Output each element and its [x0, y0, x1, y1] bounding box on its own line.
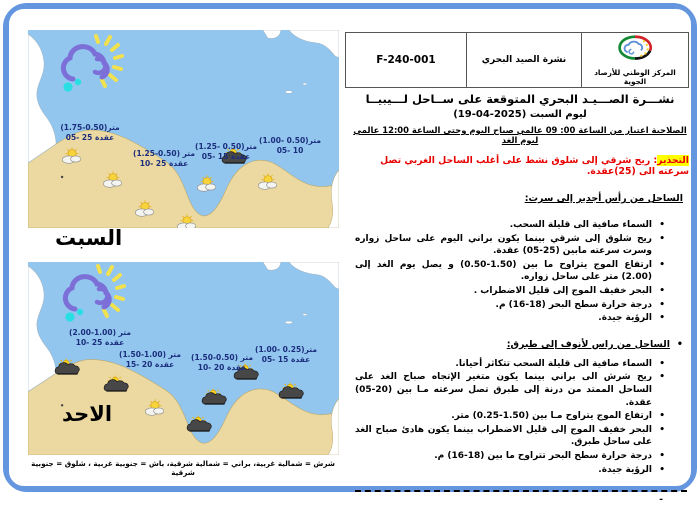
dark-cloud-sun-icon	[186, 415, 214, 433]
section-heading-east: • الساحل من راس لأنوف إلى طبرق:	[351, 339, 683, 350]
wave-height-value: (1.00- 0.25)متر	[255, 345, 317, 354]
wave-wind-label	[242, 136, 338, 156]
map-sunday	[28, 262, 339, 455]
wave-wind-label	[238, 345, 334, 365]
forecast-item: • الرؤية جيدة.	[355, 312, 665, 325]
day-label-sunday: الاحد	[62, 402, 113, 426]
forecast-item: • ارتفاع الموج يتراوح ما بين (1.50-0.50) و يصل يوم الغد إلى (2.00) متر على ساحل زواره.	[355, 259, 665, 284]
section-divider	[355, 490, 687, 492]
warning-text: : ريح شرقي إلى شلوق نشط على أغلب الساحل الغربي تصل سرعته الى (25)عقدة.	[380, 155, 689, 177]
dark-cloud-sun-icon	[201, 388, 229, 406]
rain-cloud-sun-icon	[54, 264, 126, 322]
sun-behind-cloud-icon	[133, 199, 157, 218]
forecast-item: • ريح شرش الى براني بينما يكون متغير الإتجاه صباح الغد على الساحل الممتد من درنة إلى طبرق تصل سرعته مـا بين (20-05) عقدة.	[355, 371, 665, 409]
header-table	[345, 32, 689, 88]
wave-height-value: (1.50-1.00) متر	[119, 350, 181, 359]
wave-height-value: (1.25-0.50) متر	[133, 149, 195, 158]
forecast-item: • البحر خفيف الموج إلى قليل الاضطراب بينما يكون هادئ صباح الغد على ساحل طبرق.	[355, 424, 665, 449]
validity-line: الصلاحية اعتبار من الساعة 00: 09 عالمي صباح اليوم وحتى الساعة 12:00 عالمي ليوم الغد	[353, 125, 687, 145]
wind-speed-value: 10- 25 عقدة	[139, 159, 189, 168]
forecast-item: • البحر خفيف الموج إلى قليل الاضطراب .	[355, 285, 665, 298]
wave-height-value: (1.50-0.50) متر	[191, 353, 253, 362]
wave-height-value: (2.00-1.00) متر	[69, 328, 131, 337]
wave-wind-label	[52, 328, 148, 348]
warning-line	[351, 155, 689, 177]
west-coast-bullets	[355, 219, 665, 325]
wind-speed-value: 10- 20 عقدة	[197, 363, 247, 372]
sun-behind-cloud-icon	[175, 213, 199, 228]
footer-mark: -	[659, 495, 663, 505]
forecast-item: • درجة حرارة سطح البحر تتراوح ما بين (18-16) م.	[355, 450, 665, 463]
form-code-cell: F-240-001	[346, 33, 467, 88]
wave-height-value: (1.25- 0.50)متر	[195, 142, 257, 151]
dark-cloud-sun-icon	[103, 375, 131, 393]
wind-speed-value: 05- 15 عقدة	[261, 355, 311, 364]
forecast-text-column	[351, 32, 689, 505]
forecast-item: • الرؤية جيدة.	[355, 464, 665, 477]
dark-cloud-sun-icon	[54, 358, 82, 376]
sun-behind-cloud-icon	[101, 170, 125, 189]
section-heading-west: الساحل من رأس أجدير إلى سرت:	[524, 193, 683, 204]
day-label-saturday: السبت	[55, 226, 123, 250]
dark-cloud-sun-icon	[278, 382, 306, 400]
met-center-logo	[613, 34, 657, 63]
date-line: ليوم السبت (2025-04-19)	[453, 109, 587, 120]
east-coast-bullets	[355, 358, 665, 476]
wind-speed-value: 05- 25 عقدة	[65, 133, 115, 142]
sun-behind-cloud-icon	[195, 174, 219, 193]
wave-wind-label	[42, 123, 138, 143]
sun-behind-cloud-icon	[256, 172, 280, 191]
org-name: المركز الوطني للأرصاد الجوية	[594, 68, 676, 86]
wind-speed-value: 15- 20 عقدة	[125, 360, 175, 369]
map-saturday	[28, 30, 339, 228]
wind-names-legend: شرش = شمالية غربية، براني = شمالية شرقية، باش = جنوبية غربية ، شلوق = جنوبية شرقية	[31, 459, 335, 477]
forecast-item: • ريح شلوق إلى شرقي بينما يكون براني اليوم على ساحل زواره وسرت سرعته مابين (25-05) عقدة.	[355, 233, 665, 258]
bulletin-title: نشـــرة الصـــيـد البحري المتوقعة على ســاحل لـــيبيــا	[365, 92, 675, 106]
wave-height-value: (1.00- 0.50)متر	[259, 136, 321, 145]
forecast-item: • درجة حرارة سطح البحر (18-16) م.	[355, 299, 665, 312]
logo-cell	[582, 33, 689, 88]
sun-behind-cloud-icon	[60, 146, 84, 165]
forecast-item: • السماء صافية الى قليلة السحب.	[355, 219, 665, 232]
wave-height-value: (1.75-0.50)متر	[60, 123, 120, 132]
rain-cloud-sun-icon	[52, 34, 124, 92]
wind-speed-value: 10- 25 عقدة	[75, 338, 125, 347]
wind-speed-value: 05- 15 عقدة	[201, 152, 251, 161]
forecast-item: • السماء صافية الى قليلة السحب تتكاثر أحيانا.	[355, 358, 665, 371]
sun-behind-cloud-icon	[143, 398, 167, 417]
wind-speed-value: 05- 10	[276, 146, 304, 155]
doc-type-cell: نشرة الصيد البحري	[467, 33, 582, 88]
forecast-item: • ارتفاع الموج يتراوح مـا بين (1.50-0.25) متر.	[355, 410, 665, 423]
warning-label: التحذير	[657, 155, 689, 166]
